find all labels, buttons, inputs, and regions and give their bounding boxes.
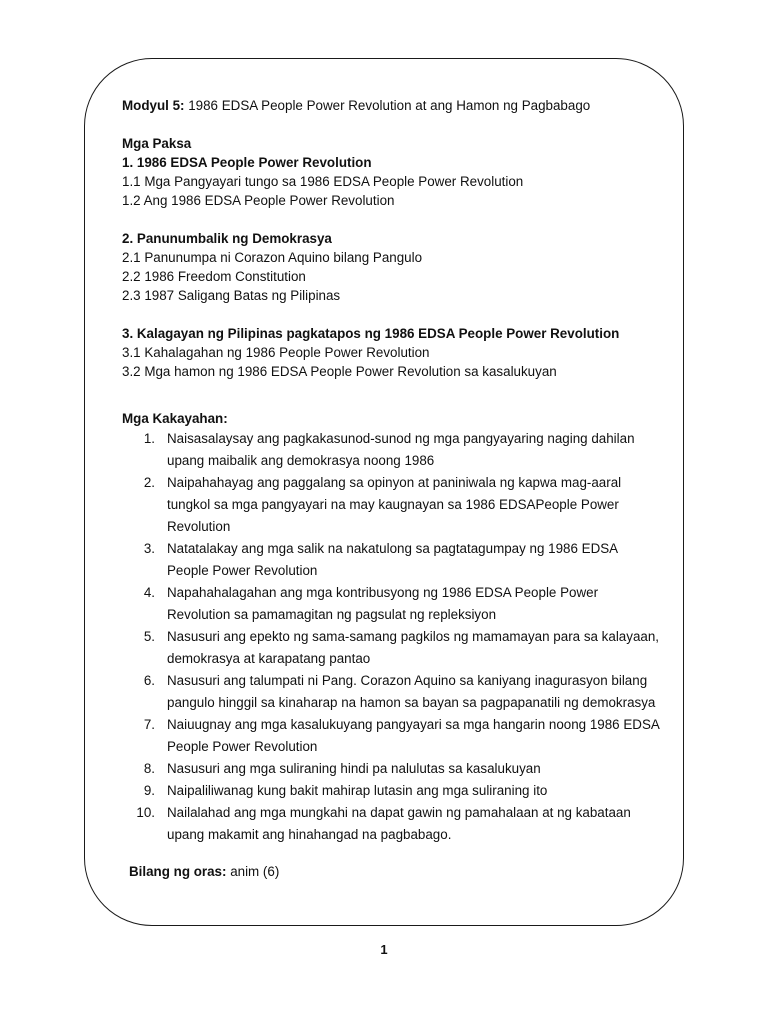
skill-line: Revolution (167, 519, 231, 534)
module-label: Modyul 5: (122, 98, 185, 113)
page-number: 1 (380, 942, 388, 957)
skill-item (122, 472, 662, 538)
skill-line: Natatalakay ang mga salik na nakatulong sa pagtatagumpay ng 1986 EDSA (167, 541, 619, 556)
skill-item (122, 626, 662, 670)
skill-item (122, 670, 662, 714)
skill-item (122, 538, 662, 582)
skill-line: Nasusuri ang talumpati ni Pang. Corazon Aquino sa kaniyang inagurasyon bilang (167, 673, 648, 688)
skill-line: Revolution sa pamamagitan ng pagsulat ng repleksiyon (167, 607, 497, 622)
skill-line: Napahahalagahan ang mga kontribusyong ng 1986 EDSA People Power (167, 585, 599, 600)
skill-item (122, 428, 662, 472)
topics-heading: Mga Paksa (122, 136, 192, 151)
topic-item: 1.2 Ang 1986 EDSA People Power Revolution (122, 193, 395, 208)
skill-number: 10. (136, 805, 155, 820)
skill-number: 2. (143, 475, 155, 490)
skill-line: Naisasalaysay ang pagkakasunod-sunod ng mga pangyayaring naging dahilan (167, 431, 635, 446)
skill-number: 4. (143, 585, 155, 600)
skill-line: People Power Revolution (167, 739, 318, 754)
skill-line: Nasusuri ang mga suliraning hindi pa nalulutas sa kasalukuyan (167, 761, 541, 776)
skill-item (122, 582, 662, 626)
skill-line: pangulo hinggil sa kinaharap na hamon sa bayan sa pagpapanatili ng demokrasya (167, 695, 656, 710)
module-title-text: 1986 EDSA People Power Revolution at ang Hamon ng Pagbabago (184, 98, 591, 113)
topic-section-title: 1. 1986 EDSA People Power Revolution (122, 155, 372, 170)
skill-number: 6. (143, 673, 155, 688)
skill-number: 7. (143, 717, 155, 732)
skill-line: upang maibalik ang demokrasya noong 1986 (167, 453, 435, 468)
skill-number: 5. (143, 629, 155, 644)
skill-line: Naiuugnay ang mga kasalukuyang pangyayari sa mga hangarin noong 1986 EDSA (167, 717, 660, 732)
skill-number: 9. (143, 783, 155, 798)
topic-item: 1.1 Mga Pangyayari tungo sa 1986 EDSA People Power Revolution (122, 174, 524, 189)
topic-item: 2.3 1987 Saligang Batas ng Pilipinas (122, 288, 341, 303)
skill-number: 8. (143, 761, 155, 776)
skill-line: tungkol sa mga pangyayari na may kaugnayan sa 1986 EDSAPeople Power (167, 497, 619, 512)
skill-number: 1. (143, 431, 155, 446)
skill-item (122, 714, 662, 758)
hours-label: Bilang ng oras: (129, 864, 227, 879)
topic-section-title: 2. Panunumbalik ng Demokrasya (122, 231, 332, 246)
skill-item (122, 802, 662, 846)
skills-heading: Mga Kakayahan: (122, 411, 228, 426)
module-title (122, 96, 662, 115)
topic-section-title: 3. Kalagayan ng Pilipinas pagkatapos ng 1986 EDSA People Power Revolution (122, 326, 620, 341)
skill-line: Naipahahayag ang paggalang sa opinyon at paniniwala ng kapwa mag-aaral (167, 475, 622, 490)
topic-item: 2.2 1986 Freedom Constitution (122, 269, 306, 284)
topic-item: 2.1 Panunumpa ni Corazon Aquino bilang Pangulo (122, 250, 423, 265)
skill-number: 3. (143, 541, 155, 556)
skill-item (122, 780, 662, 802)
skill-line: Naipaliliwanag kung bakit mahirap lutasin ang mga suliraning ito (167, 783, 548, 798)
skill-line: Nailalahad ang mga mungkahi na dapat gawin ng pamahalaan at ng kabataan (167, 805, 631, 820)
hours-value: anim (6) (226, 864, 280, 879)
topic-item: 3.2 Mga hamon ng 1986 EDSA People Power Revolution sa kasalukuyan (122, 364, 557, 379)
skill-line: upang makamit ang hinahangad na pagbabago. (167, 827, 452, 842)
hours-line (129, 862, 279, 881)
skill-line: Nasusuri ang epekto ng sama-samang pagkilos ng mamamayan para sa kalayaan, (167, 629, 660, 644)
module-content (122, 96, 662, 846)
skills-list (122, 428, 662, 846)
skill-line: demokrasya at karapatang pantao (167, 651, 371, 666)
topic-item: 3.1 Kahalagahan ng 1986 People Power Revolution (122, 345, 430, 360)
skill-line: People Power Revolution (167, 563, 318, 578)
skill-item (122, 758, 662, 780)
